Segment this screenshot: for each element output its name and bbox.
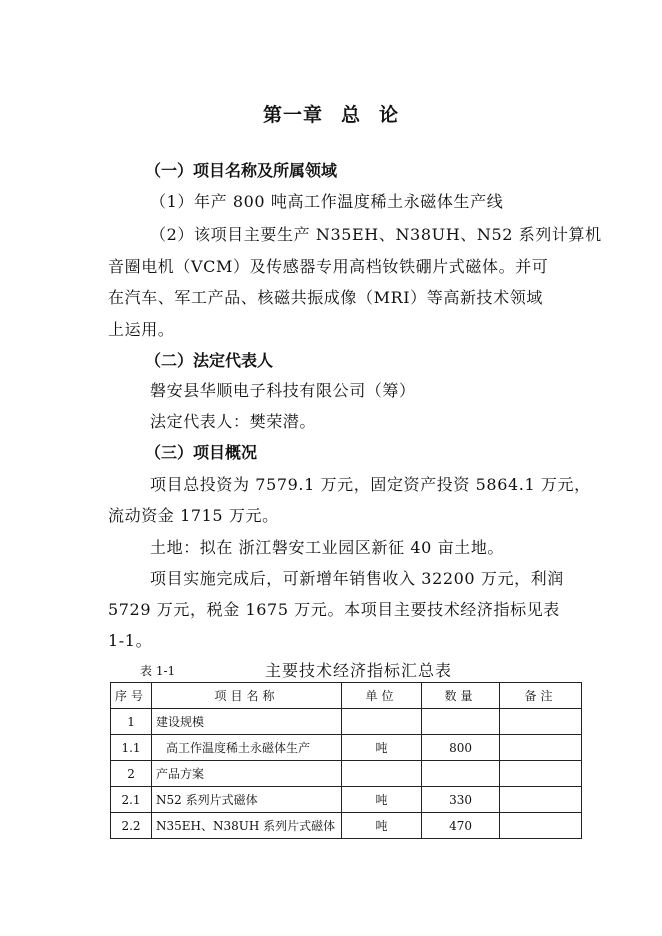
table-caption: 表 1-1 (140, 664, 176, 678)
row-index: 2.1 (111, 787, 152, 813)
chapter-title: 第一章 总 论 (262, 104, 400, 126)
revenue-line-2: 5729 万元，税金 1675 万元。本项目主要技术经济指标见表 (108, 600, 560, 619)
section-1-item-2-line-3: 在汽车、军工产品、核磁共振成像（MRI）等高新技术领域 (108, 288, 543, 307)
row-remark (500, 709, 582, 735)
row-unit: 吨 (342, 735, 422, 761)
row-index: 2 (111, 761, 152, 787)
section-1-item-1: （1）年产 800 吨高工作温度稀土永磁体生产线 (150, 192, 504, 211)
indicator-table (110, 682, 582, 839)
section-3-heading: （三）项目概况 (145, 443, 258, 462)
row-remark (500, 761, 582, 787)
row-quantity: 800 (422, 735, 500, 761)
row-item-name: N52 系列片式磁体 (152, 787, 342, 813)
row-unit: 吨 (342, 787, 422, 813)
row-unit (342, 709, 422, 735)
investment-line-1: 项目总投资为 7579.1 万元，固定资产投资 5864.1 万元， (150, 475, 591, 494)
legal-representative: 法定代表人：樊荣潜。 (150, 412, 317, 431)
revenue-line-1: 项目实施完成后，可新增年销售收入 32200 万元，利润 (150, 569, 564, 588)
row-remark (500, 735, 582, 761)
land-info: 土地：拟在 浙江磐安工业园区新征 40 亩土地。 (150, 538, 505, 557)
header-unit: 单位 (342, 683, 422, 709)
row-remark (500, 813, 582, 839)
header-index: 序号 (111, 683, 152, 709)
revenue-line-3: 1-1。 (108, 631, 153, 650)
section-2-heading: （二）法定代表人 (145, 351, 274, 370)
row-index: 2.2 (111, 813, 152, 839)
table-header-row (111, 683, 582, 709)
row-item-name: N35EH、N38UH 系列片式磁体 (152, 813, 342, 839)
section-1-item-2-line-1: （2）该项目主要生产 N35EH、N38UH、N52 系列计算机 (150, 225, 602, 244)
row-quantity: 330 (422, 787, 500, 813)
header-remark: 备注 (500, 683, 582, 709)
table-row (111, 735, 582, 761)
table-title: 主要技术经济指标汇总表 (265, 661, 453, 680)
investment-line-2: 流动资金 1715 万元。 (108, 506, 279, 525)
header-quantity: 数量 (422, 683, 500, 709)
row-quantity (422, 761, 500, 787)
row-remark (500, 787, 582, 813)
row-item-name: 高工作温度稀土永磁体生产 (152, 735, 342, 761)
table-row (111, 787, 582, 813)
table-row (111, 813, 582, 839)
row-index: 1.1 (111, 735, 152, 761)
row-unit (342, 761, 422, 787)
row-item-name: 产品方案 (152, 761, 342, 787)
company-name: 磐安县华顺电子科技有限公司（筹） (150, 381, 416, 400)
row-index: 1 (111, 709, 152, 735)
table-row (111, 761, 582, 787)
row-unit: 吨 (342, 813, 422, 839)
table-row (111, 709, 582, 735)
row-quantity: 470 (422, 813, 500, 839)
section-1-item-2-line-2: 音圈电机（VCM）及传感器专用高档钕铁硼片式磁体。并可 (108, 257, 549, 276)
section-1-item-2-line-4: 上运用。 (108, 320, 175, 339)
row-quantity (422, 709, 500, 735)
header-item-name: 项目名称 (152, 683, 342, 709)
row-item-name: 建设规模 (152, 709, 342, 735)
section-1-heading: （一）项目名称及所属领域 (145, 161, 338, 180)
